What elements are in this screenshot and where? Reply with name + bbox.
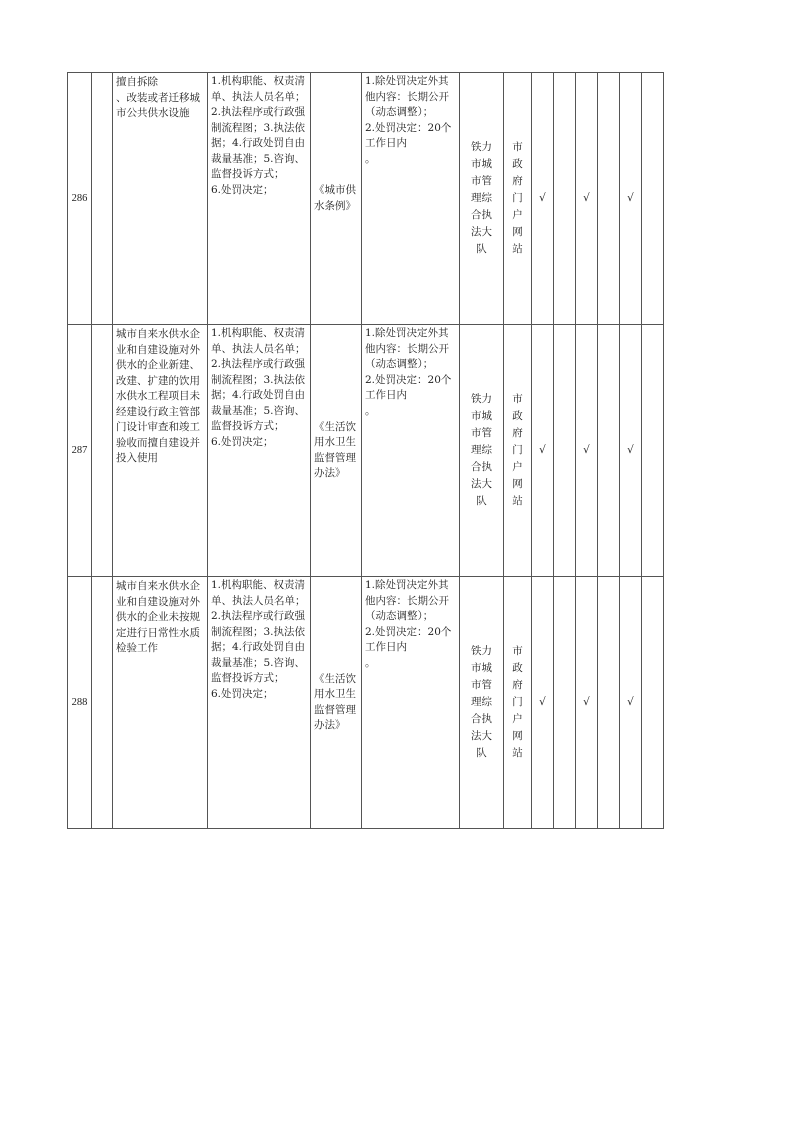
legal-basis: 《城市供水条例》 [311,73,362,325]
subject-text: 铁力 市城 市管 理综 合执 法大 队 [471,393,492,507]
disclosure-subject [460,73,504,325]
channel-text: 市 政 府 门 户 网 站 [512,141,523,255]
disclosure-content: 1.机构职能、权责清单、执法人员名单；2.执法程序或行政强制流程图；3.执法依据；4.行政处罚自由裁量基准；5.咨询、监督投诉方式； 6.处罚决定； [208,73,311,325]
check-mark: √ [576,325,598,577]
disclosure-table [67,72,664,829]
legal-basis: 《生活饮用水卫生监督管理办法》 [311,577,362,829]
disclosure-content: 1.机构职能、权责清单、执法人员名单；2.执法程序或行政强制流程图；3.执法依据；4.行政处罚自由裁量基准；5.咨询、监督投诉方式； 6.处罚决定； [208,577,311,829]
channel-text: 市 政 府 门 户 网 站 [512,393,523,507]
empty-check-cell [642,577,664,829]
table-row [68,577,664,829]
blank-cell [92,73,113,325]
disclosure-subject [460,577,504,829]
empty-check-cell [642,73,664,325]
empty-check-cell [598,577,620,829]
check-mark: √ [620,325,642,577]
subject-text: 铁力 市城 市管 理综 合执 法大 队 [471,141,492,255]
check-mark: √ [576,73,598,325]
check-mark: √ [532,577,554,829]
row-number: 286 [68,73,92,325]
legal-basis: 《生活饮用水卫生监督管理办法》 [311,325,362,577]
empty-check-cell [598,73,620,325]
disclosure-channel [504,577,532,829]
check-mark: √ [532,325,554,577]
disclosure-channel [504,325,532,577]
empty-check-cell [554,577,576,829]
empty-check-cell [554,325,576,577]
row-number: 288 [68,577,92,829]
item-name: 城市自来水供水企业和自建设施对外供水的企业未按规定进行日常性水质检验工作 [113,577,208,829]
disclosure-time: 1.除处罚决定外其他内容：长期公开 （动态调整）； 2.处罚决定：20个工作日内 。 [362,73,460,325]
empty-check-cell [554,73,576,325]
table-row [68,73,664,325]
table-row [68,325,664,577]
channel-text: 市 政 府 门 户 网 站 [512,645,523,759]
check-mark: √ [620,577,642,829]
item-name: 城市自来水供水企业和自建设施对外供水的企业新建、改建、扩建的饮用水供水工程项目未经建设行政主管部门设计审查和竣工验收而擅自建设并投入使用 [113,325,208,577]
disclosure-content: 1.机构职能、权责清单、执法人员名单；2.执法程序或行政强制流程图；3.执法依据；4.行政处罚自由裁量基准；5.咨询、监督投诉方式； 6.处罚决定； [208,325,311,577]
blank-cell [92,577,113,829]
empty-check-cell [598,325,620,577]
disclosure-subject [460,325,504,577]
disclosure-time: 1.除处罚决定外其他内容：长期公开 （动态调整）； 2.处罚决定：20个工作日内 。 [362,325,460,577]
blank-cell [92,325,113,577]
check-mark: √ [620,73,642,325]
empty-check-cell [642,325,664,577]
row-number: 287 [68,325,92,577]
check-mark: √ [576,577,598,829]
check-mark: √ [532,73,554,325]
disclosure-channel [504,73,532,325]
disclosure-time: 1.除处罚决定外其他内容：长期公开 （动态调整）； 2.处罚决定：20个工作日内 。 [362,577,460,829]
item-name: 擅自拆除 、改装或者迁移城市公共供水设施 [113,73,208,325]
subject-text: 铁力 市城 市管 理综 合执 法大 队 [471,645,492,759]
